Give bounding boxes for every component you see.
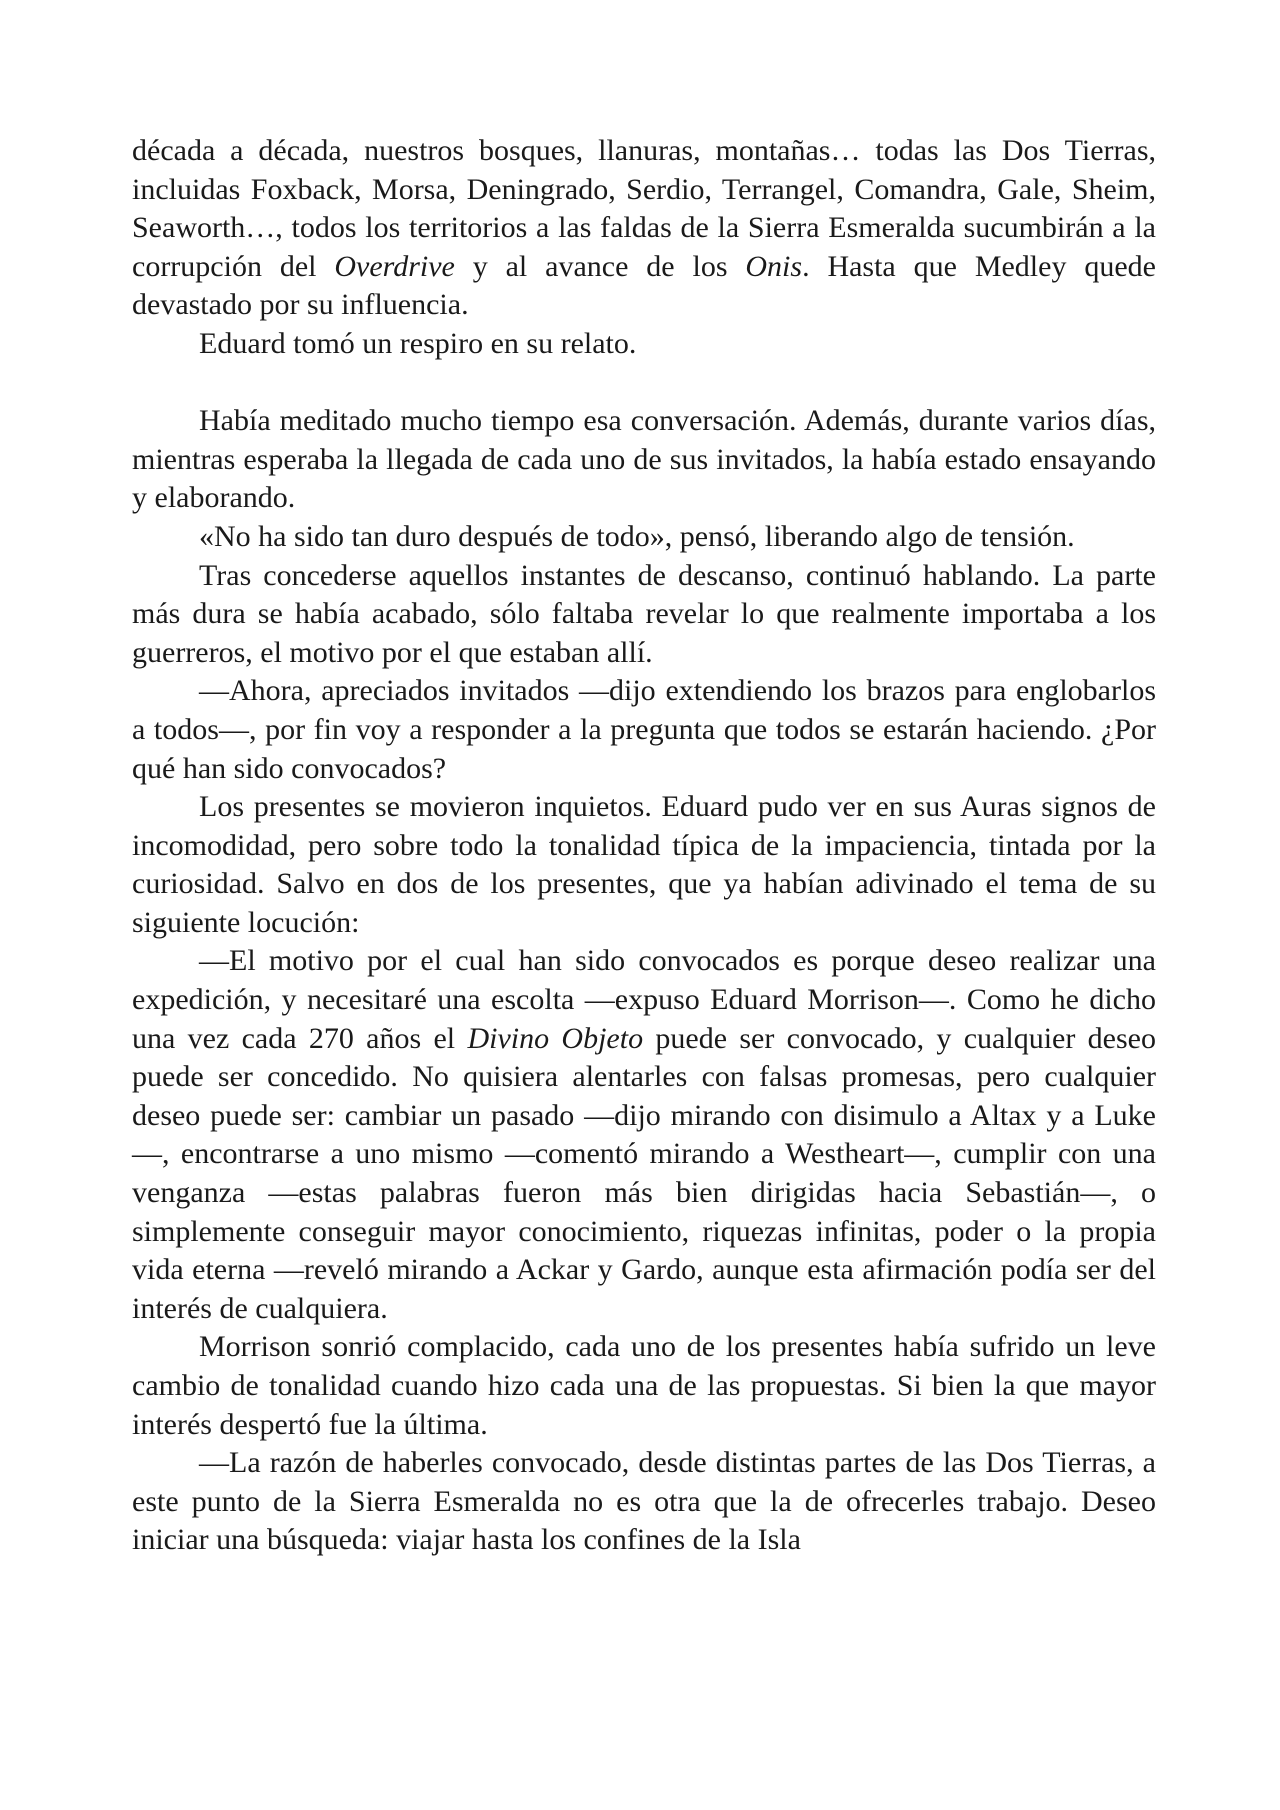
paragraph-1-text-1: década a década, nuestros bosques, llanuras, montañas… todas las Dos Tierras, incluidas Foxback, Morsa, Deningrado, Serdio, Terrangel, Comandra, Gale, Sheim, Seaworth…, todos los territorios a las faldas de la Sierra Esmeralda sucumbirán a la corrupción del	[132, 134, 1156, 283]
paragraph-1-italic-overdrive: Overdrive	[334, 249, 455, 283]
paragraph-10-text: —La razón de haberles convocado, desde distintas partes de las Dos Tierras, a este punto de la Sierra Esmeralda no es otra que la de ofrecerles trabajo. Deseo iniciar una búsqueda: viajar hasta los confines de la Isla	[132, 1446, 1156, 1557]
document-page	[132, 132, 1156, 1560]
paragraph-7	[132, 788, 1156, 942]
paragraph-8-italic-divino-objeto: Divino Objeto	[467, 1021, 644, 1055]
paragraph-10	[132, 1444, 1156, 1560]
paragraph-8-text-2: puede ser convocado, y cualquier deseo puede ser concedido. No quisiera alentarles con falsas promesas, pero cualquier deseo puede ser: cambiar un pasado —dijo mirando con disimulo a Altax y a Luke—, encontrarse a uno mismo —comentó mirando a Westheart—, cumplir con una venganza —estas palabras fueron más bien dirigidas hacia Sebastián—, o simplemente conseguir mayor conocimiento, riquezas infinitas, poder o la propia vida eterna —reveló mirando a Ackar y Gardo, aunque esta afirmación podía ser del interés de cualquiera.	[132, 1021, 1156, 1325]
paragraph-4-text: «No ha sido tan duro después de todo», pensó, liberando algo de tensión.	[199, 519, 1075, 553]
paragraph-6	[132, 672, 1156, 788]
paragraph-3	[132, 402, 1156, 518]
paragraph-9	[132, 1328, 1156, 1444]
paragraph-5	[132, 557, 1156, 673]
paragraph-1	[132, 132, 1156, 325]
paragraph-3-text: Había meditado mucho tiempo esa conversación. Además, durante varios días, mientras esperaba la llegada de cada uno de sus invitados, la había estado ensayando y elaborando.	[132, 404, 1156, 515]
paragraph-2-text: Eduard tomó un respiro en su relato.	[199, 326, 637, 360]
paragraph-4	[132, 518, 1156, 557]
paragraph-9-text: Morrison sonrió complacido, cada uno de los presentes había sufrido un leve cambio de tonalidad cuando hizo cada una de las propuestas. Si bien la que mayor interés despertó fue la última.	[132, 1330, 1156, 1441]
paragraph-1-italic-onis: Onis	[745, 249, 803, 283]
paragraph-7-text: Los presentes se movieron inquietos. Eduard pudo ver en sus Auras signos de incomodidad, pero sobre todo la tonalidad típica de la impaciencia, tintada por la curiosidad. Salvo en dos de los presentes, que ya habían adivinado el tema de su siguiente locución:	[132, 790, 1156, 939]
paragraph-2	[132, 325, 1156, 364]
paragraph-1-text-2: y al avance de los	[454, 249, 746, 283]
paragraph-8-text-1: —El motivo por el cual han sido convocados es porque deseo realizar una expedición, y necesitaré una escolta —expuso Eduard Morrison—. Como he dicho una vez cada 270 años el	[132, 944, 1156, 1055]
paragraph-6-text: —Ahora, apreciados invitados —dijo extendiendo los brazos para englobarlos a todos—, por fin voy a responder a la pregunta que todos se estarán haciendo. ¿Por qué han sido convocados?	[132, 674, 1156, 785]
paragraph-1-text-3: . Hasta que Medley quede devastado por su influencia.	[132, 249, 1156, 322]
paragraph-5-text: Tras concederse aquellos instantes de descanso, continuó hablando. La parte más dura se había acabado, sólo faltaba revelar lo que realmente importaba a los guerreros, el motivo por el que estaban allí.	[132, 558, 1156, 669]
paragraph-8	[132, 942, 1156, 1328]
